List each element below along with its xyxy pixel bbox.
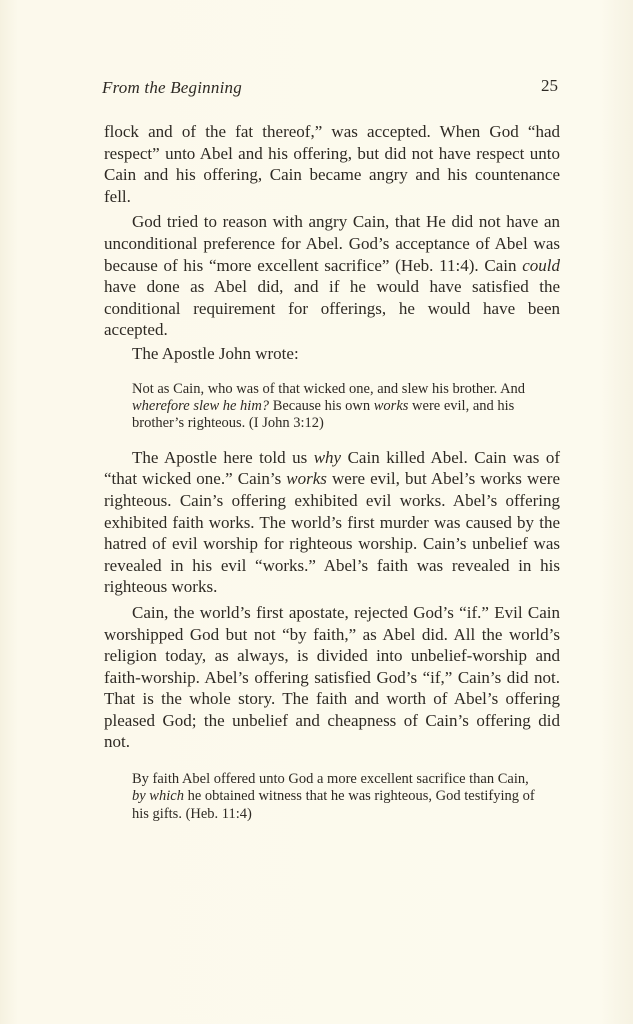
running-head: From the Beginning — [102, 78, 242, 97]
paragraph-4 — [104, 447, 560, 598]
paragraph-3 — [104, 343, 560, 365]
scripture-quote-2 — [104, 771, 560, 823]
body-text — [104, 121, 560, 823]
quote-1-emphasis-2: works — [373, 397, 409, 414]
quote-2-emphasis: by which — [132, 788, 184, 805]
paragraph-2-text-a: God tried to reason with angry Cain, that He did not have an unconditional preference for Abel. God’s acceptance of Abel was because of his “more excellent sacrifice” (Heb. 11:4). Cain — [104, 212, 560, 275]
paragraph-4-text-c: were evil, but Abel’s works were righteous. Cain’s offering exhibited evil works. Abel’s offering exhibited faith works. The world’s first murder was caused by the hatred of evil worship for righteous worship. Cain’s unbelief was revealed in his evil “works.” Abel’s faith was revealed in his righteous works. — [104, 469, 560, 597]
page-header — [102, 78, 560, 104]
page-number: 25 — [541, 76, 558, 95]
quote-1-text-c: were evil, and his brother’s righteous. (I John 3:12) — [132, 397, 515, 432]
quote-1-text-b: Because his own — [269, 397, 374, 414]
paragraph-3-text: The Apostle John wrote: — [132, 343, 299, 363]
paragraph-5 — [104, 602, 560, 753]
paragraph-4-text-b: Cain killed Abel. Cain was of “that wicked one.” Cain’s — [104, 447, 560, 489]
paragraph-1 — [104, 121, 560, 207]
quote-1-text-a: Not as Cain, who was of that wicked one, and slew his brother. And — [132, 380, 526, 397]
paragraph-4-emphasis-1: why — [313, 447, 342, 467]
quote-1-emphasis-1: wherefore slew he him? — [132, 397, 270, 414]
quote-2-text-a: By faith Abel offered unto God a more excellent sacrifice than Cain, — [132, 771, 529, 788]
scripture-quote-1 — [104, 381, 560, 433]
paragraph-4-emphasis-2: works — [286, 469, 327, 489]
paragraph-2-text-b: have done as Abel did, and if he would have satisfied the conditional requirement for offerings, he would have been accepted. — [104, 277, 560, 340]
paragraph-2 — [104, 211, 560, 341]
paragraph-2-emphasis: could — [522, 255, 560, 275]
paragraph-5-text: Cain, the world’s first apostate, rejected God’s “if.” Evil Cain worshipped God but not “by faith,” as Abel did. All the world’s religion today, as always, is divided into unbelief-worship and faith-worship. Abel’s offering satisfied God’s “if,” Cain’s did not. That is the whole story. The faith and worth of Abel’s offering pleased God; the unbelief and cheapness of Cain’s offering did not. — [104, 602, 560, 752]
paragraph-4-text-a: The Apostle here told us — [132, 447, 314, 467]
quote-2-text-b: he obtained witness that he was righteous, God testifying of his gifts. (Heb. 11:4) — [132, 788, 535, 822]
paragraph-1-text: flock and of the fat thereof,” was accepted. When God “had respect” unto Abel and his offering, but did not have respect unto Cain and his offering, Cain became angry and his countenance fell. — [104, 122, 560, 206]
